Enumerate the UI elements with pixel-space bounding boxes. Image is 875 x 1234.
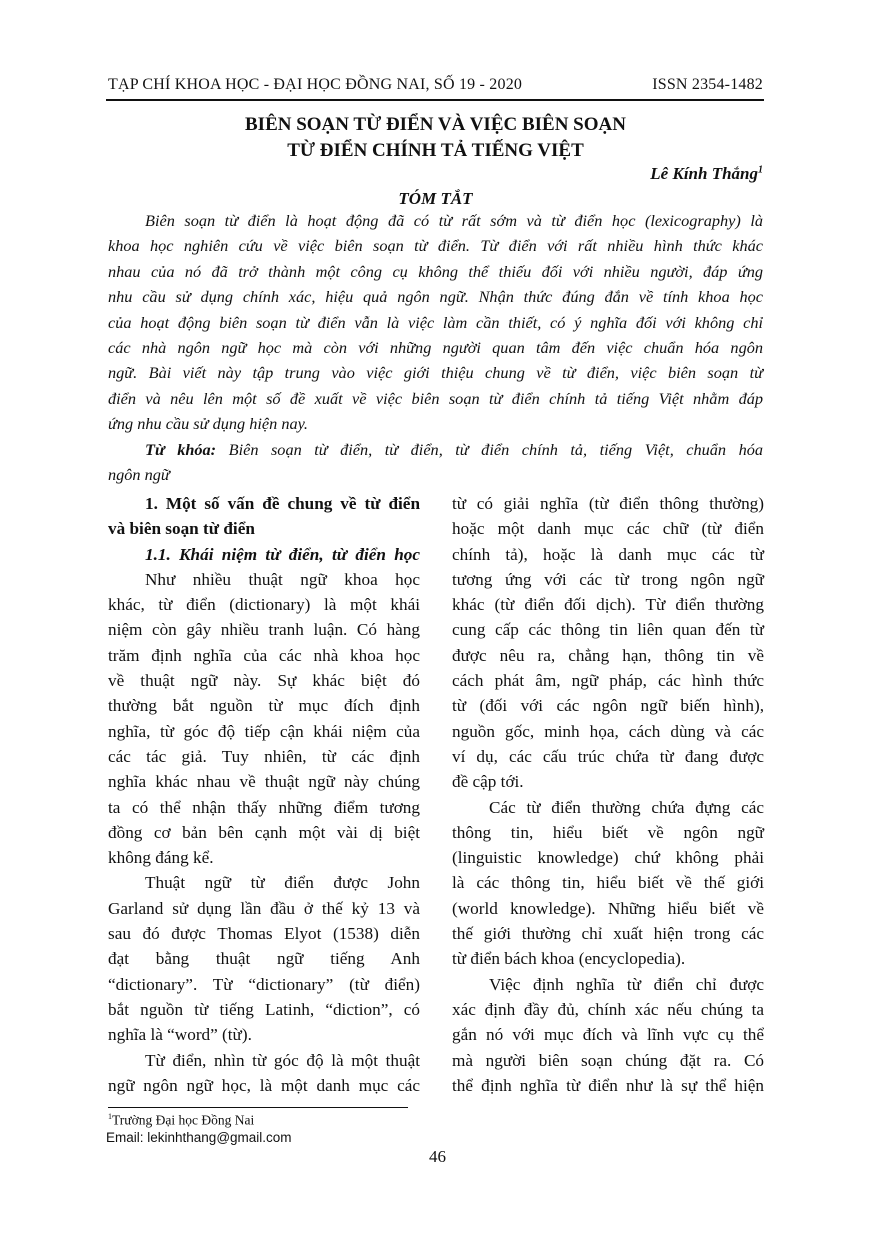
header-rule xyxy=(106,99,764,101)
text-line: nghĩa là “word” (từ). xyxy=(108,1025,252,1045)
text-line: chính tả), hoặc là danh mục các từ xyxy=(452,544,764,564)
text-line: thể định nghĩa từ điển như là sự thể hiện xyxy=(452,1075,764,1095)
journal-name: TẠP CHÍ KHOA HỌC - ĐẠI HỌC ĐỒNG NAI, SỐ 19 - 2020 xyxy=(108,76,523,93)
text-line: nhau của nó đã trở thành một công cụ không thể thiếu đối với nhiều người, đáp ứng xyxy=(108,261,763,281)
text-line: gắn nó với mục đích và lĩnh vực cụ thể xyxy=(452,1025,764,1045)
text-line: Thuật ngữ từ điển được John xyxy=(145,873,420,893)
section-heading-line: và biên soạn từ điển xyxy=(108,519,255,539)
text-line: Garland sử dụng lần đầu ở thế kỷ 13 và xyxy=(108,898,420,918)
text-line: xác định đầy đủ, chính xác nếu chúng ta xyxy=(452,999,764,1019)
section-heading-line: 1.1. Khái niệm từ điển, từ điển học xyxy=(145,544,420,564)
footnote-affiliation xyxy=(108,1112,254,1129)
text-line: ứng nhu cầu sử dụng hiện nay. xyxy=(108,414,309,434)
article-title-line-2: TỪ ĐIỂN CHÍNH TẢ TIẾNG VIỆT xyxy=(287,140,584,161)
author xyxy=(650,164,763,184)
abstract xyxy=(108,208,763,487)
text-line: nghĩa, từ góc độ tiếp cận khái niệm của xyxy=(108,721,420,741)
text-line: đề cập tới. xyxy=(452,772,524,792)
text-line: (world knowledge). Những hiểu biết về xyxy=(452,898,764,918)
section-heading-line: 1. Một số vấn đề chung về từ điển xyxy=(145,494,420,513)
text-line: mà người biên soạn chúng đặt ra. Có xyxy=(452,1050,764,1070)
text-line: cung cấp các thông tin liên quan đến từ xyxy=(452,620,764,640)
keywords-continued: ngôn ngữ xyxy=(108,464,170,484)
text-line: khác, từ điển (dictionary) là một khái xyxy=(108,595,420,615)
text-line: các tác giả. Tuy nhiên, từ các định xyxy=(108,746,420,766)
keywords: Biên soạn từ điển, từ điển, từ điển chính tả, tiếng Việt, chuẩn hóa xyxy=(228,439,764,459)
text-line: ví dụ, các cấu trúc chứa từ đang được xyxy=(452,746,764,766)
text-line: từ điển bách khoa (encyclopedia). xyxy=(452,949,686,969)
text-line: nhu cầu sử dụng chính xác, hiệu quả ngôn ngữ. Nhận thức đúng đắn về tính khoa học xyxy=(108,287,763,307)
text-line: tương ứng với các từ trong ngôn ngữ xyxy=(452,569,764,589)
text-line: Từ điển, nhìn từ góc độ là một thuật xyxy=(145,1050,420,1070)
page-number: 46 xyxy=(429,1147,446,1166)
text-line: ta có thể nhận thấy những điểm tương xyxy=(108,797,420,817)
text-line: “dictionary”. Từ “dictionary” (từ điển) xyxy=(108,974,420,994)
text-line: nguồn gốc, minh họa, cách dùng và các xyxy=(452,721,764,741)
text-line: thế giới thường chỉ xuất hiện trong các xyxy=(452,924,764,944)
text-line: cách phát âm, ngữ pháp, các hình thức xyxy=(452,671,764,691)
text-line: nghĩa khác nhau về thuật ngữ này chúng xyxy=(108,772,420,792)
text-line: thông tin, hiểu biết về ngôn ngữ xyxy=(452,822,764,842)
text-line: Việc định nghĩa từ điển chỉ được xyxy=(489,974,764,994)
right-column xyxy=(452,491,764,1098)
text-line: hoặc một danh mục các chữ (từ điển xyxy=(452,519,764,539)
text-line: ngữ. Bài viết này tập trung vào việc giới thiệu chung về từ điển, việc biên soạn từ xyxy=(108,363,763,383)
text-line: là các thông tin, hiểu biết về thế giới xyxy=(452,873,764,893)
text-line: đạt bằng thuật ngữ tiếng Anh xyxy=(108,949,420,969)
running-header xyxy=(108,76,763,94)
author-name: Lê Kính Thắng xyxy=(650,164,758,183)
text-line: về thuật ngữ này. Sự khác biệt đó xyxy=(108,671,420,691)
text-line: thường bắt nguồn từ mục đích định xyxy=(108,696,420,716)
text-line: từ có giải nghĩa (từ điển thông thường) xyxy=(452,494,764,513)
text-line: Như nhiều thuật ngữ khoa học xyxy=(145,569,420,589)
text-line: bắt nguồn từ tiếng Latinh, “diction”, có xyxy=(108,999,420,1019)
text-line: được nêu ra, chẳng hạn, thông tin về xyxy=(452,645,764,665)
keywords-label: Từ khóa: xyxy=(145,439,217,459)
text-line: đồng cơ bản bên cạnh một vài dị biệt xyxy=(108,822,420,842)
abstract-heading: TÓM TẮT xyxy=(398,189,473,208)
text-line: không đáng kể. xyxy=(108,848,214,868)
text-line: sau đó được Thomas Elyot (1538) diễn xyxy=(108,924,420,944)
text-line: khoa học nghiên cứu về việc biên soạn từ điển. Từ điển với rất nhiều hình thức khác xyxy=(108,236,763,256)
text-line: của hoạt động biên soạn từ điển vẫn là việc làm cần thiết, có ý nghĩa đối với không chỉ xyxy=(108,312,763,332)
text-line: Các từ điển thường chứa đựng các xyxy=(489,797,764,817)
left-column xyxy=(108,491,420,1098)
keywords-line xyxy=(108,437,763,462)
footnote-email: Email: lekinhthang@gmail.com xyxy=(106,1130,292,1145)
article-title-line-1: BIÊN SOẠN TỪ ĐIỂN VÀ VIỆC BIÊN SOẠN xyxy=(245,114,626,135)
text-line: ngữ ngôn ngữ học, là một danh mục các xyxy=(108,1075,420,1095)
text-line: trăm định nghĩa của các nhà khoa học xyxy=(108,645,420,665)
footnote-rule xyxy=(108,1107,408,1108)
affiliation-text: Trường Đại học Đồng Nai xyxy=(112,1112,255,1128)
footnote-mark: 1 xyxy=(108,1112,112,1121)
text-line: các nhà ngôn ngữ học mà còn với những người quan tâm đến việc chuẩn hóa ngôn xyxy=(108,337,763,357)
text-line: Biên soạn từ điển là hoạt động đã có từ rất sớm và từ điển học (lexicography) là xyxy=(145,211,763,230)
text-line: điển và nêu lên một số đề xuất về việc biên soạn từ điển chính tả tiếng Việt nhằm đáp xyxy=(108,388,763,408)
text-line: khác (từ điển đối dịch). Từ điển thường xyxy=(452,595,764,615)
text-line: từ (đối với các ngôn ngữ biến hình), xyxy=(452,696,764,716)
text-line: (linguistic knowledge) chứ không phải xyxy=(452,848,764,868)
issn: ISSN 2354-1482 xyxy=(652,76,763,93)
text-line: niệm còn gây nhiều tranh luận. Có hàng xyxy=(108,620,420,640)
author-footnote-mark: 1 xyxy=(758,164,763,176)
